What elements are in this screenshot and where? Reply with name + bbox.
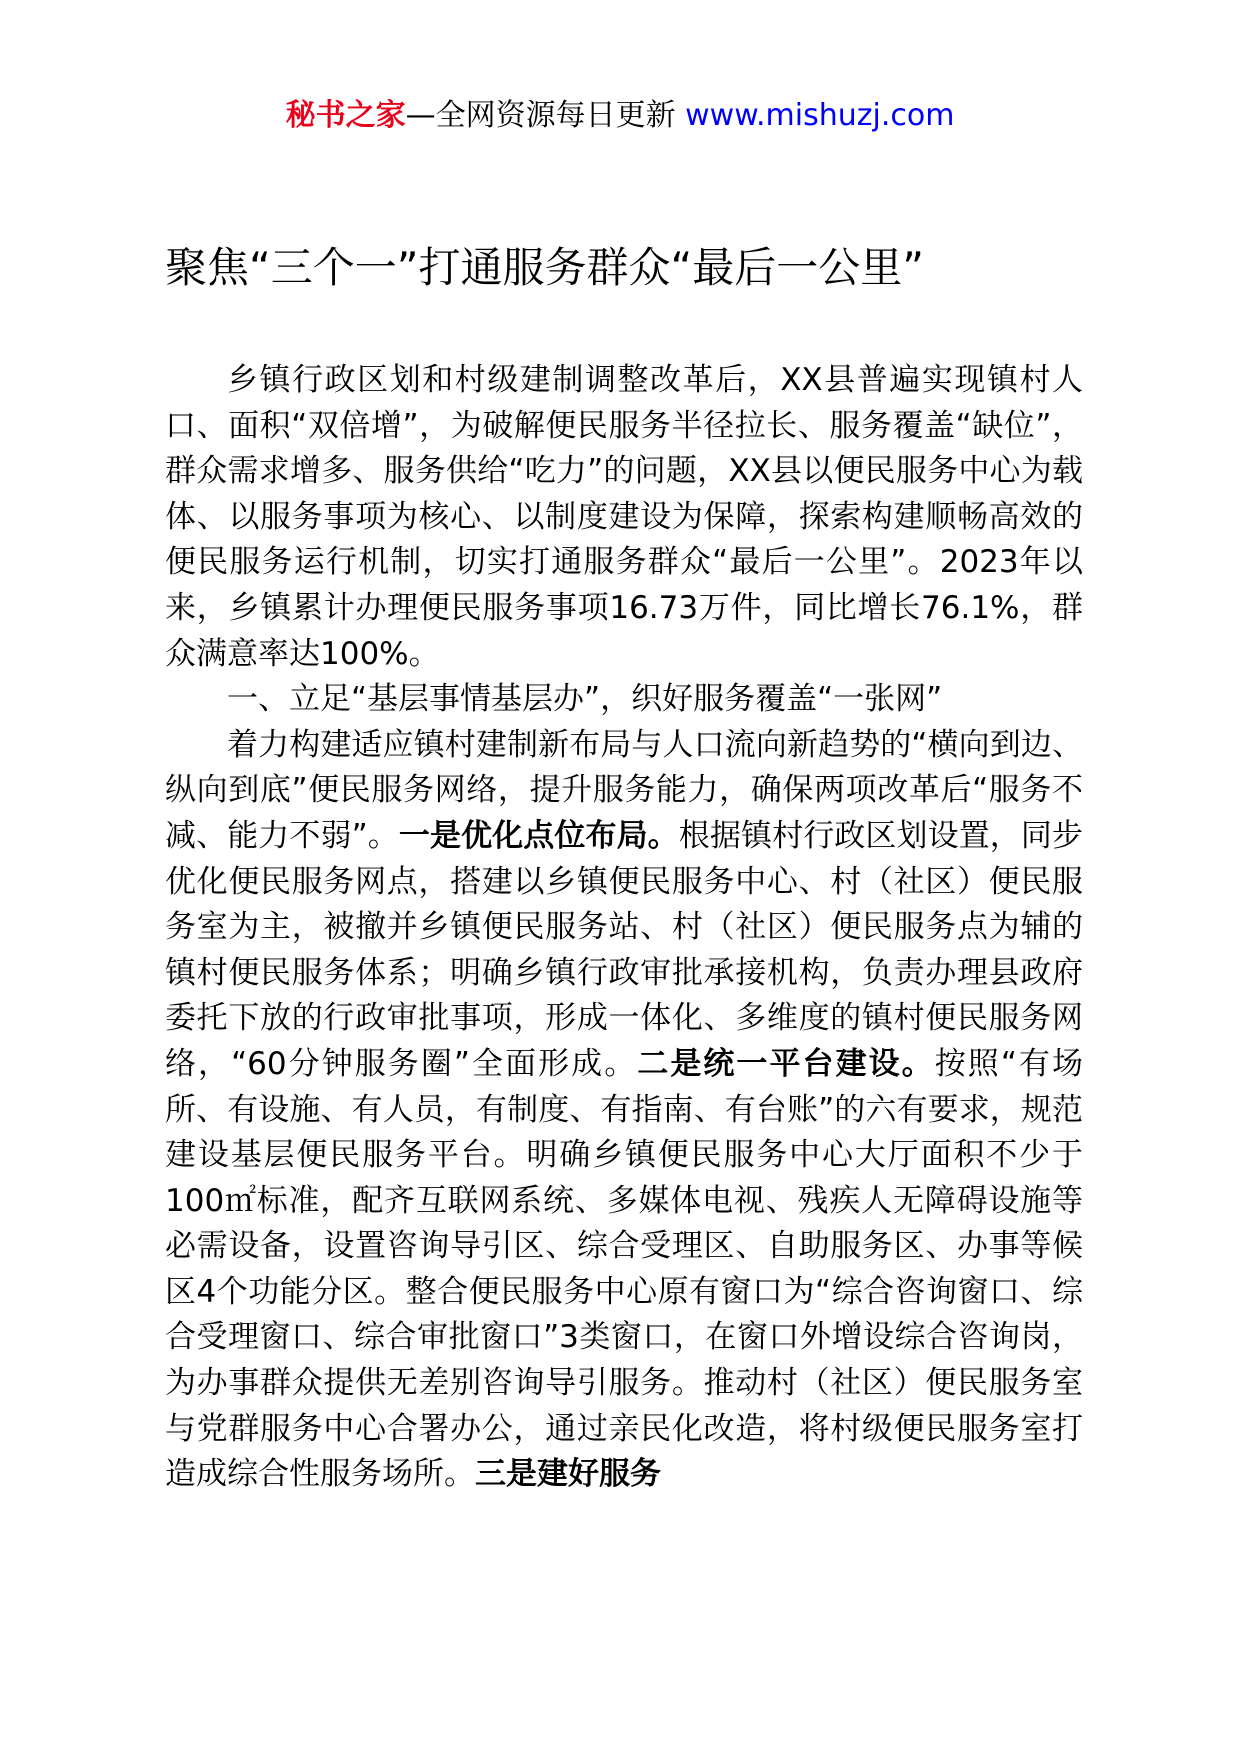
intro-paragraph: 乡镇行政区划和村级建制调整改革后，XX县普遍实现镇村人口、面积“双倍增”，为破解便民服务半径拉长、服务覆盖“缺位”，群众需求增多、服务供给“吃力”的问题，XX县以便民服务中心为载体、以服务事项为核心、以制度建设为保障，探索构建顺畅高效的便民服务运行机制，切实打通服务群众“最后一公里”。2023年以来，乡镇累计办理便民服务事项16.73万件，同比增长76.1%，群众满意率达100%。 [165, 362, 1083, 672]
point-3-heading: 三是建好服务 [475, 1456, 661, 1493]
site-tagline: —全网资源每日更新 [405, 98, 686, 133]
document-title: 聚焦“三个一”打通服务群众“最后一公里” [165, 243, 925, 292]
site-url-link[interactable]: www.mishuzj.com [685, 98, 955, 133]
site-brand: 秘书之家 [285, 98, 406, 133]
point-2-text: 按照“有场所、有设施、有人员，有制度、有指南、有台账”的六有要求，规范建设基层便民服务平台。明确乡镇便民服务中心大厅面积不少于100㎡标准，配齐互联网系统、多媒体电视、残疾人无障碍设施等必需设备，设置咨询导引区、综合受理区、自助服务区、办事等候区4个功能分区。整合便民服务中心原有窗口为“综合咨询窗口、综合受理窗口、综合审批窗口”3类窗口，在窗口外增设综合咨询岗，为办事群众提供无差别咨询导引服务。推动村（社区）便民服务室与党群服务中心合署办公，通过亲民化改造，将村级便民服务室打造成综合性服务场所。 [165, 1045, 1083, 1493]
site-header [0, 96, 1240, 136]
section-1-intro-text: 着力构建适应镇村建制新布局与人口流向新趋势的“横向到边、纵向到底”便民服务网络，提升服务能力，确保两项改革后“服务不减、能力不弱”。 [165, 726, 1083, 854]
point-1-text: 根据镇村行政区划设置，同步优化便民服务网点，搭建以乡镇便民服务中心、村（社区）便民服务室为主，被撤并乡镇便民服务站、村（社区）便民服务点为辅的镇村便民服务体系；明确乡镇行政审批承接机构，负责办理县政府委托下放的行政审批事项，形成一体化、多维度的镇村便民服务网络，“60分钟服务圈”全面形成。 [165, 817, 1084, 1082]
point-1-heading: 一是优化点位布局。 [398, 817, 679, 854]
section-1-paragraph [165, 723, 1083, 1498]
document-body [165, 358, 1083, 1498]
point-2-heading: 二是统一平台建设。 [637, 1045, 935, 1082]
section-heading-1: 一、立足“基层事情基层办”，织好服务覆盖“一张网” [227, 681, 943, 718]
